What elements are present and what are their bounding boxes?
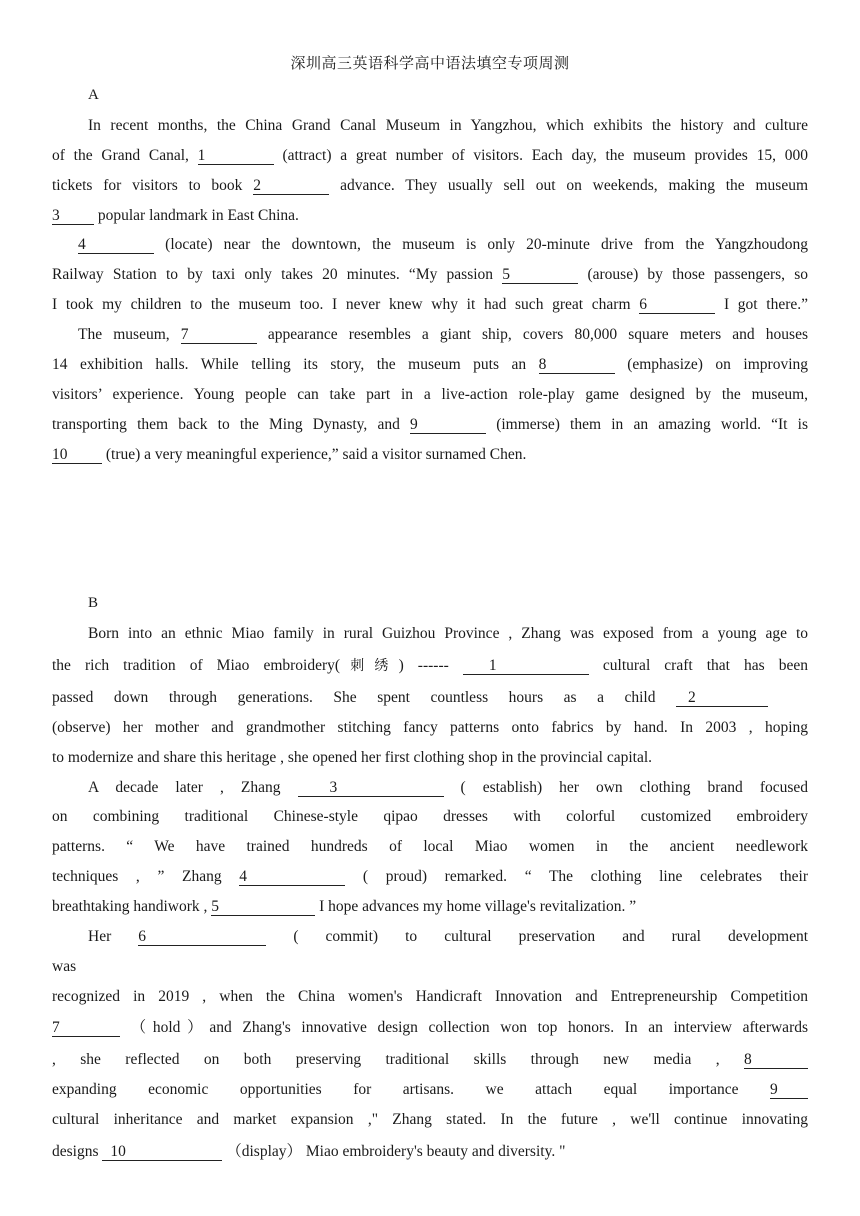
paragraph-line: 14 exhibition halls. While telling its story, the museum puts an 8 (emphasize) on improving	[52, 356, 809, 373]
paragraph-line: to modernize and share this heritage , she opened her first clothing shop in the provincial capital.	[52, 749, 653, 766]
blank-a4[interactable]: 4	[78, 236, 154, 254]
paragraph-line: tickets for visitors to book 2 advance. They usually sell out on weekends, making the museum	[52, 177, 809, 194]
blank-a6[interactable]: 6	[639, 296, 715, 314]
blank-a1[interactable]: 1	[198, 147, 274, 165]
paragraph-line: expanding economic opportunities for artisans. we attach equal importance 9	[52, 1079, 808, 1101]
paragraph-line: of the Grand Canal, 1 (attract) a great number of visitors. Each day, the museum provides 15, 000	[52, 147, 808, 164]
paragraph-line: designs 10 （display） Miao embroidery's beauty and diversity. "	[52, 1143, 566, 1160]
blank-b7[interactable]: 7	[52, 1019, 120, 1037]
paragraph-line: breathtaking handiwork , 5 I hope advances my home village's revitalization. ”	[52, 898, 637, 915]
paragraph-line: 4 (locate) near the downtown, the museum is only 20-minute drive from the Yangzhoudong	[78, 236, 808, 253]
paragraph-line: 3 popular landmark in East China.	[52, 207, 299, 224]
paragraph-line: on combining traditional Chinese-style qipao dresses with colorful customized embroidery	[52, 808, 808, 825]
chinese-gloss: 刺绣	[340, 658, 399, 674]
blank-a10[interactable]: 10	[52, 446, 102, 464]
paragraph-line: visitors’ experience. Young people can take part in a live-action role-play game designed by the museum,	[52, 386, 808, 403]
section-b-label: B	[88, 595, 99, 611]
blank-b2[interactable]: 2	[676, 689, 768, 707]
blank-a2[interactable]: 2	[253, 177, 329, 195]
paragraph-line: Born into an ethnic Miao family in rural Guizhou Province , Zhang was exposed from a young age to	[88, 625, 808, 642]
paragraph-line: techniques , ” Zhang 4 ( proud) remarked. “ The clothing line celebrates their	[52, 868, 809, 885]
blank-b8[interactable]: 8	[744, 1051, 808, 1069]
paragraph-line: the rich tradition of Miao embroidery(刺绣) ------ 1 cultural craft that has been	[52, 657, 809, 674]
paragraph-line: In recent months, the China Grand Canal Museum in Yangzhou, which exhibits the history and culture	[88, 117, 808, 134]
paragraph-line: was	[52, 958, 77, 975]
blank-b5[interactable]: 5	[211, 898, 315, 916]
page-title: 深圳高三英语科学高中语法填空专项周测	[290, 54, 570, 72]
blank-a5[interactable]: 5	[502, 266, 578, 284]
paragraph-line: Railway Station to by taxi only takes 20 minutes. “My passion 5 (arouse) by those passengers, so	[52, 266, 809, 283]
paragraph-line: , she reflected on both preserving traditional skills through new media , 8	[52, 1049, 808, 1071]
paragraph-line: recognized in 2019 , when the China women's Handicraft Innovation and Entrepreneurship Competition	[52, 988, 808, 1005]
paragraph-line: cultural inheritance and market expansion ," Zhang stated. In the future , we'll continue innovating	[52, 1111, 808, 1128]
blank-b4[interactable]: 4	[239, 868, 345, 886]
paragraph-line: transporting them back to the Ming Dynasty, and 9 (immerse) them in an amazing world. “It is	[52, 416, 808, 433]
paragraph-line: patterns. “ We have trained hundreds of local Miao women in the ancient needlework	[52, 838, 808, 855]
blank-a3[interactable]: 3	[52, 207, 94, 225]
blank-b3[interactable]: 3	[298, 779, 444, 797]
paragraph-line: A decade later , Zhang 3 ( establish) her own clothing brand focused	[88, 779, 809, 796]
blank-b10[interactable]: 10	[102, 1143, 222, 1161]
paragraph-line: passed down through generations. She spent countless hours as a child 2	[52, 687, 768, 709]
blank-b9[interactable]: 9	[770, 1081, 808, 1099]
paragraph-line: 7 （hold）and Zhang's innovative design collection won top honors. In an interview afterwards	[52, 1019, 809, 1036]
paragraph-line: (observe) her mother and grandmother stitching fancy patterns onto fabrics by hand. In 2003 , hoping	[52, 719, 808, 736]
paragraph-line: 10 (true) a very meaningful experience,” said a visitor surnamed Chen.	[52, 446, 527, 463]
blank-b6[interactable]: 6	[138, 928, 266, 946]
blank-a8[interactable]: 8	[539, 356, 615, 374]
blank-a9[interactable]: 9	[410, 416, 486, 434]
paragraph-line: Her 6 ( commit) to cultural preservation and rural development	[88, 928, 809, 945]
paragraph-line: The museum, 7 appearance resembles a giant ship, covers 80,000 square meters and houses	[78, 326, 808, 343]
blank-b1[interactable]: 1	[463, 657, 589, 675]
section-a-label: A	[88, 87, 99, 103]
blank-a7[interactable]: 7	[181, 326, 257, 344]
paragraph-line: I took my children to the museum too. I never knew why it had such great charm 6 I got there.”	[52, 296, 809, 313]
